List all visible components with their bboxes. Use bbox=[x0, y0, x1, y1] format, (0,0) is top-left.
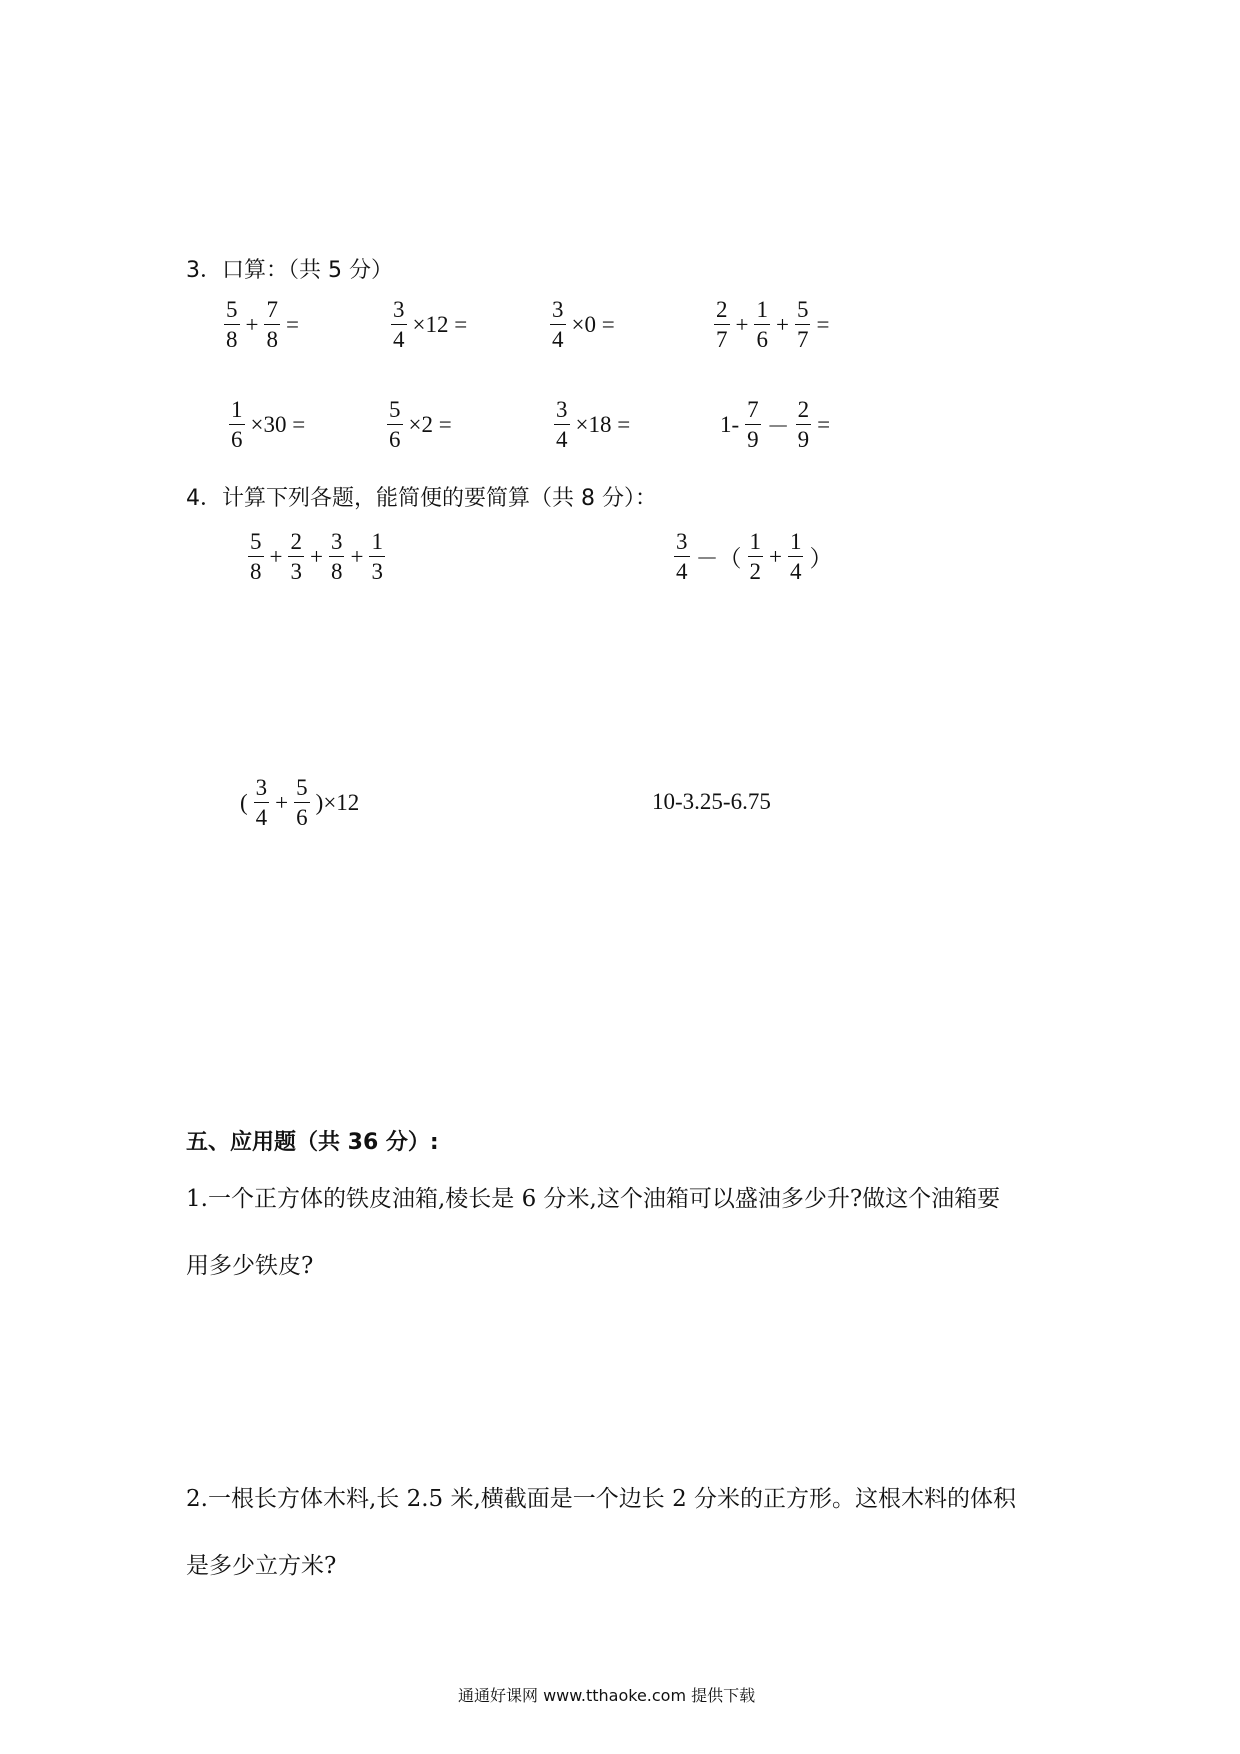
operator-text: ( bbox=[240, 789, 248, 815]
numerator: 2 bbox=[288, 530, 304, 557]
q3-title: 3．口算：（共 5 分） bbox=[186, 258, 393, 283]
operator-text: + bbox=[775, 311, 789, 337]
numerator: 1 bbox=[754, 298, 770, 325]
numerator: 5 bbox=[294, 776, 310, 803]
q4-expr-4 bbox=[648, 789, 775, 815]
problem-1-line-1: 1.一个正方体的铁皮油箱,棱长是 6 分米,这个油箱可以盛油多少升?做这个油箱要 bbox=[186, 1186, 1001, 1212]
denominator: 7 bbox=[796, 327, 809, 352]
numerator: 3 bbox=[674, 530, 690, 557]
fraction bbox=[294, 776, 310, 829]
denominator: 6 bbox=[231, 427, 243, 452]
fraction bbox=[224, 298, 240, 351]
denominator: 9 bbox=[747, 427, 759, 452]
fraction bbox=[745, 398, 761, 451]
denominator: 4 bbox=[789, 559, 802, 584]
fraction bbox=[748, 530, 764, 583]
q3-expr-8 bbox=[716, 398, 834, 451]
denominator: 7 bbox=[716, 327, 728, 352]
q3-expr-7 bbox=[552, 398, 634, 451]
fraction bbox=[391, 298, 407, 351]
denominator: 4 bbox=[552, 327, 564, 352]
operator-text: ×2 = bbox=[408, 411, 452, 437]
operator-text: = bbox=[817, 411, 831, 437]
numerator: 5 bbox=[795, 298, 811, 325]
fraction bbox=[550, 298, 566, 351]
operator-text: ×18 = bbox=[575, 411, 631, 437]
numerator: 7 bbox=[745, 398, 761, 425]
numerator: 1 bbox=[369, 530, 385, 557]
numerator: 1 bbox=[788, 530, 804, 557]
denominator: 8 bbox=[250, 559, 262, 584]
section5-title: 五、应用题（共 36 分）: bbox=[186, 1130, 439, 1155]
fraction bbox=[788, 530, 804, 583]
footer-text: 通通好课网 www.tthaoke.com 提供下载 bbox=[458, 1686, 756, 1705]
operator-text: ×0 = bbox=[571, 311, 615, 337]
numerator: 7 bbox=[264, 298, 280, 325]
numerator: 2 bbox=[714, 298, 730, 325]
operator-text: －（ bbox=[695, 546, 742, 571]
numerator: 5 bbox=[387, 398, 403, 425]
operator-text: + bbox=[735, 311, 749, 337]
numerator: 1 bbox=[748, 530, 764, 557]
denominator: 9 bbox=[797, 427, 810, 452]
operator-text: ×12 = bbox=[412, 311, 468, 337]
denominator: 3 bbox=[290, 559, 302, 584]
q3-expr-5 bbox=[227, 398, 309, 451]
numerator: 2 bbox=[796, 398, 812, 425]
denominator: 8 bbox=[226, 327, 238, 352]
operator-text: + bbox=[769, 543, 782, 569]
operator-text: ） bbox=[809, 546, 833, 571]
fraction bbox=[796, 398, 812, 451]
q4-expr-3 bbox=[236, 776, 363, 829]
q4-expr-1 bbox=[246, 530, 387, 583]
fraction bbox=[754, 298, 770, 351]
operator-text: 10-3.25-6.75 bbox=[652, 789, 771, 814]
fraction bbox=[264, 298, 280, 351]
operator-text: + bbox=[309, 543, 323, 569]
q3-expr-1 bbox=[222, 298, 303, 351]
denominator: 8 bbox=[266, 327, 278, 352]
numerator: 3 bbox=[554, 398, 570, 425]
fraction bbox=[329, 530, 345, 583]
denominator: 6 bbox=[296, 805, 308, 830]
fraction bbox=[248, 530, 264, 583]
q4-title: 4．计算下列各题，能简便的要简算（共 8 分）： bbox=[186, 486, 657, 511]
numerator: 3 bbox=[329, 530, 345, 557]
denominator: 2 bbox=[749, 559, 761, 584]
denominator: 4 bbox=[676, 559, 688, 584]
numerator: 5 bbox=[224, 298, 240, 325]
fraction bbox=[674, 530, 690, 583]
operator-text: ×30 = bbox=[250, 411, 306, 437]
operator-text: － bbox=[766, 414, 790, 439]
numerator: 1 bbox=[229, 398, 245, 425]
operator-text: = bbox=[816, 311, 830, 337]
denominator: 4 bbox=[556, 427, 568, 452]
q3-expr-2 bbox=[389, 298, 471, 351]
numerator: 3 bbox=[391, 298, 407, 325]
denominator: 4 bbox=[255, 805, 268, 830]
operator-text: )×12 bbox=[315, 789, 360, 815]
denominator: 4 bbox=[393, 327, 405, 352]
operator-text: + bbox=[245, 311, 259, 337]
fraction bbox=[229, 398, 245, 451]
operator-text: 1- bbox=[720, 411, 740, 437]
denominator: 6 bbox=[756, 327, 768, 352]
fraction bbox=[288, 530, 304, 583]
fraction bbox=[795, 298, 811, 351]
q3-expr-3 bbox=[548, 298, 619, 351]
denominator: 3 bbox=[371, 559, 383, 584]
q4-expr-2 bbox=[672, 530, 836, 583]
fraction bbox=[387, 398, 403, 451]
numerator: 5 bbox=[248, 530, 264, 557]
operator-text: = bbox=[285, 311, 299, 337]
denominator: 8 bbox=[330, 559, 343, 584]
problem-2-line-2: 是多少立方米? bbox=[186, 1553, 337, 1579]
operator-text: + bbox=[350, 543, 364, 569]
q3-expr-4 bbox=[712, 298, 833, 351]
operator-text: + bbox=[269, 543, 283, 569]
q3-expr-6 bbox=[385, 398, 456, 451]
fraction bbox=[554, 398, 570, 451]
numerator: 3 bbox=[550, 298, 566, 325]
operator-text: + bbox=[275, 789, 289, 815]
fraction bbox=[254, 776, 270, 829]
problem-1-line-2: 用多少铁皮? bbox=[186, 1253, 314, 1279]
problem-2-line-1: 2.一根长方体木料,长 2.5 米,横截面是一个边长 2 分米的正方形。这根木料的体积 bbox=[186, 1486, 1017, 1512]
fraction bbox=[369, 530, 385, 583]
denominator: 6 bbox=[389, 427, 401, 452]
fraction bbox=[714, 298, 730, 351]
numerator: 3 bbox=[254, 776, 270, 803]
